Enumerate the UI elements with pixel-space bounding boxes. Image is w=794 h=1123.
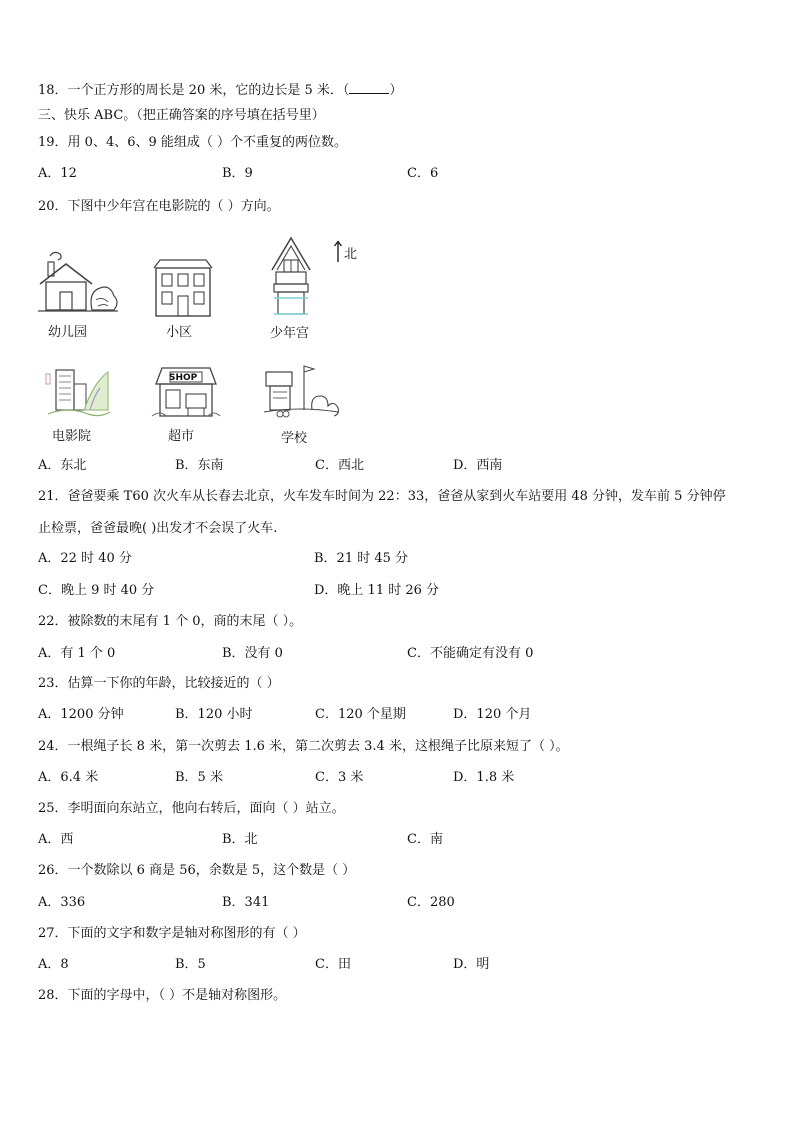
option-b[interactable]: B．9 <box>222 166 253 181</box>
question-23-options <box>38 706 758 724</box>
option-b[interactable]: B．21 时 45 分 <box>314 551 409 566</box>
option-b[interactable]: B．北 <box>222 832 258 847</box>
question-20-options <box>38 457 758 475</box>
option-d[interactable]: D．120 个月 <box>453 707 532 722</box>
option-b[interactable]: B．341 <box>222 895 270 910</box>
supermarket-label: 超市 <box>168 429 195 444</box>
option-c[interactable]: C．280 <box>407 895 455 910</box>
question-22-options <box>38 645 758 663</box>
option-a[interactable]: A．有 1 个 0 <box>38 646 116 661</box>
option-b[interactable]: B．没有 0 <box>222 646 283 661</box>
residential-label: 小区 <box>166 325 193 340</box>
kindergarten-house-icon <box>36 250 120 318</box>
question-25: 25．李明面向东站立，他向右转后，面向（ ）站立。 <box>38 801 345 816</box>
question-18-tail: ） <box>389 83 403 98</box>
option-c[interactable]: C．田 <box>315 957 351 972</box>
question-22: 22．被除数的末尾有 1 个 0，商的末尾（ ）。 <box>38 614 303 629</box>
question-20: 20．下图中少年宫在电影院的（ ）方向。 <box>38 199 280 214</box>
question-27: 27．下面的文字和数字是轴对称图形的有（ ） <box>38 926 306 941</box>
question-18-text: 18．一个正方形的周长是 20 米，它的边长是 5 米．（ <box>38 83 350 98</box>
option-a[interactable]: A．336 <box>38 895 86 910</box>
option-d[interactable]: D．西南 <box>453 458 503 473</box>
question-19: 19．用 0、4、6、9 能组成（ ）个不重复的两位数。 <box>38 135 348 150</box>
kindergarten-label: 幼儿园 <box>48 325 88 340</box>
option-a[interactable]: A．西 <box>38 832 74 847</box>
youth-palace-tower-icon <box>262 236 320 320</box>
section-heading: 三、快乐 ABC。（把正确答案的序号填在括号里） <box>38 108 325 123</box>
option-c[interactable]: C．3 米 <box>315 770 364 785</box>
cinema-building-icon <box>44 366 112 422</box>
shop-sign: SHOP <box>169 373 198 383</box>
question-24: 24．一根绳子长 8 米，第一次剪去 1.6 米，第二次剪去 3.4 米，这根绳子比原来短了（ ）。 <box>38 739 569 754</box>
question-21-options-row1 <box>38 550 758 568</box>
option-c[interactable]: C．南 <box>407 832 443 847</box>
option-c[interactable]: C．120 个星期 <box>315 707 406 722</box>
option-d[interactable]: D．1.8 米 <box>453 770 515 785</box>
question-27-options <box>38 956 758 974</box>
option-b[interactable]: B．120 小时 <box>175 707 253 722</box>
north-label: 北 <box>344 247 358 262</box>
option-b[interactable]: B．5 米 <box>175 770 223 785</box>
question-28: 28．下面的字母中，（ ）不是轴对称图形。 <box>38 988 287 1003</box>
school-building-icon <box>260 362 340 420</box>
question-18 <box>38 82 402 100</box>
question-26-options <box>38 894 758 912</box>
youth-palace-label: 少年宫 <box>270 326 310 341</box>
question-24-options <box>38 769 758 787</box>
school-label: 学校 <box>281 431 308 446</box>
option-a[interactable]: A．12 <box>38 166 77 181</box>
option-d[interactable]: D．明 <box>453 957 490 972</box>
question-23: 23．估算一下你的年龄，比较接近的（ ） <box>38 676 280 691</box>
option-a[interactable]: A．1200 分钟 <box>38 707 124 722</box>
option-b[interactable]: B．东南 <box>175 458 224 473</box>
question-19-options <box>38 165 758 183</box>
option-d[interactable]: D．晚上 11 时 26 分 <box>314 583 440 598</box>
question-21-line1: 21．爸爸要乘 T60 次火车从长春去北京，火车发车时间为 22：33，爸爸从家到火车站要用 48 分钟，发车前 5 分钟停 <box>38 489 726 504</box>
cinema-label: 电影院 <box>52 429 92 444</box>
option-c[interactable]: C．西北 <box>315 458 364 473</box>
option-a[interactable]: A．6.4 米 <box>38 770 99 785</box>
question-26: 26．一个数除以 6 商是 56，余数是 5，这个数是（ ） <box>38 863 356 878</box>
option-c[interactable]: C．晚上 9 时 40 分 <box>38 583 155 598</box>
option-c[interactable]: C．6 <box>407 166 439 181</box>
residential-building-icon <box>152 258 214 318</box>
option-b[interactable]: B．5 <box>175 957 206 972</box>
question-21-options-row2 <box>38 582 758 600</box>
question-21-line2: 止检票，爸爸最晚( )出发才不会误了火车. <box>38 521 278 536</box>
option-c[interactable]: C．不能确定有没有 0 <box>407 646 534 661</box>
question-25-options <box>38 831 758 849</box>
option-a[interactable]: A．东北 <box>38 458 87 473</box>
answer-blank[interactable] <box>349 82 389 94</box>
option-a[interactable]: A．22 时 40 分 <box>38 551 132 566</box>
option-a[interactable]: A．8 <box>38 957 69 972</box>
